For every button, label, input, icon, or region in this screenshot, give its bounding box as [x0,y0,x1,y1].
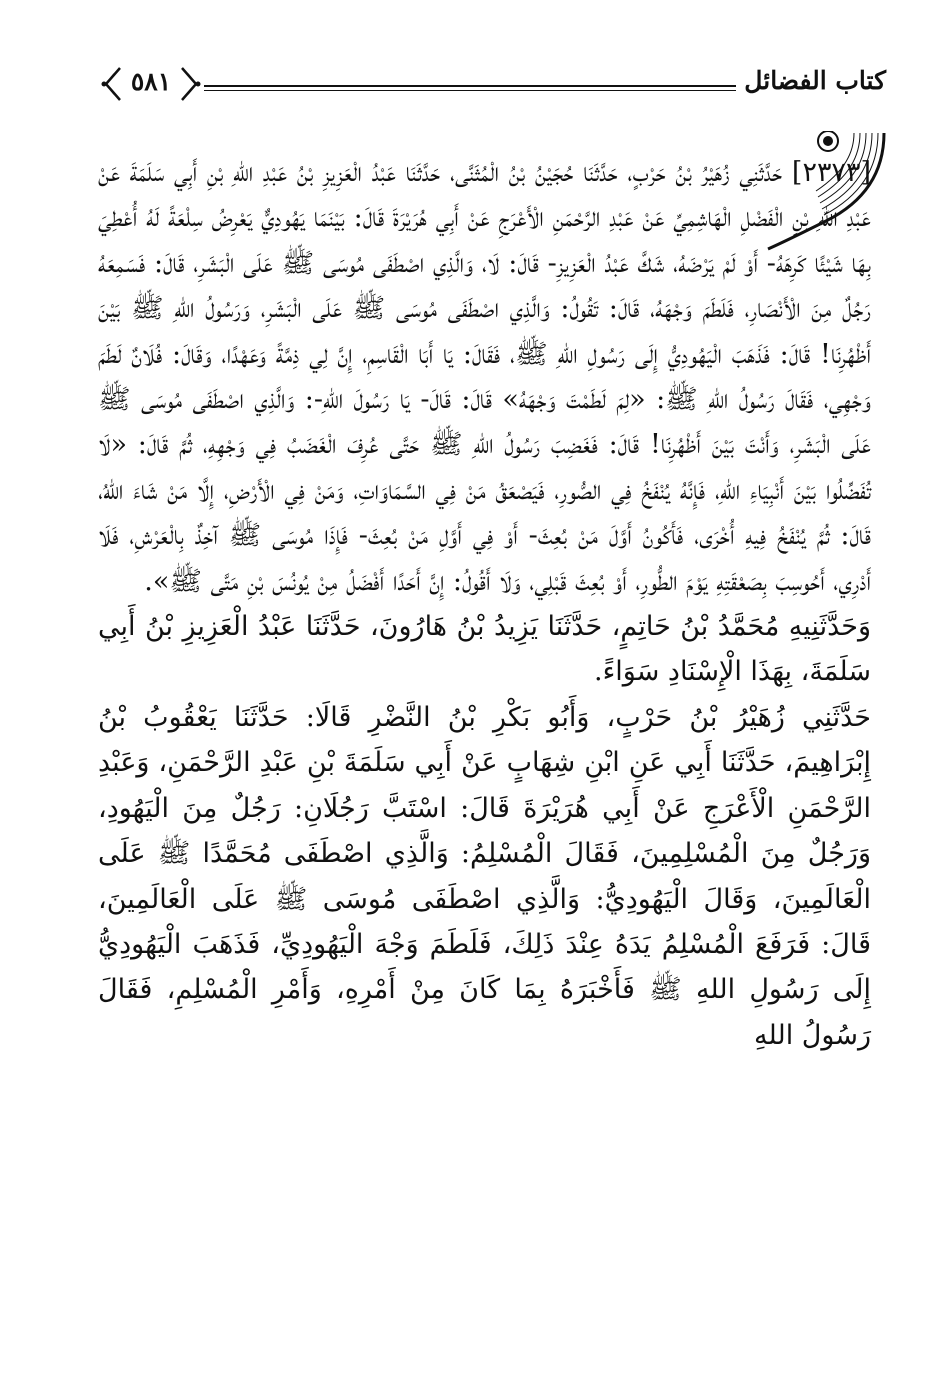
header-rule [204,85,736,91]
page-body [98,150,871,1058]
hadith-paragraph-1: [٢٣٧٣] حَدَّثَنِي زُهَيْرُ بْنُ حَرْبٍ، حَدَّثَنَا حُجَيْنُ بْنُ الْمُثَنَّى، حَدَّثَنَا عَبْدُ الْعَزِيزِ بْنُ عَبْدِ اللهِ بْنِ أَبِي سَلَمَةَ عَنْ عَبْدِ اللهِ بْنِ الْفَضْلِ الْهَاشِمِيِّ عَنْ عَبْدِ الرَّحْمَنِ الْأَعْرَجِ عَنْ أَبِي هُرَيْرَةَ قَالَ: بَيْنَمَا يَهُودِيٌّ يَعْرِضُ سِلْعَةً لَهُ أُعْطِيَ بِهَا شَيْئًا كَرِهَهُ- أَوْ لَمْ يَرْضَهُ، شَكَّ عَبْدُ الْعَزِيزِ- قَالَ: لَا، وَالَّذِي اصْطَفَى مُوسَى ﷺ عَلَى الْبَشَرِ، قَالَ: فَسَمِعَهُ رَجُلٌ مِنَ الْأَنْصَارِ، فَلَطَمَ وَجْهَهُ، قَالَ: تَقُولُ: وَالَّذِي اصْطَفَى مُوسَى ﷺ عَلَى الْبَشَرِ، وَرَسُولُ اللهِ ﷺ بَيْنَ أَظْهُرِنَا! قَالَ: فَذَهَبَ الْيَهُودِيُّ إِلَى رَسُولِ اللهِ ﷺ، فَقَالَ: يَا أَبَا الْقَاسِمِ، إِنَّ لِي ذِمَّةً وَعَهْدًا، وَقَالَ: فُلَانٌ لَطَمَ وَجْهِي، فَقَالَ رَسُولُ اللهِ ﷺ: «لِمَ لَطَمْتَ وَجْهَهُ» قَالَ: قَالَ- يَا رَسُولَ اللهِ-: وَالَّذِي اصْطَفَى مُوسَى ﷺ عَلَى الْبَشَرِ، وَأَنْتَ بَيْنَ أَظْهُرِنَا! قَالَ: فَغَضِبَ رَسُولُ اللهِ ﷺ حَتَّى عُرِفَ الْغَضَبُ فِي وَجْهِهِ، ثُمَّ قَالَ: «لَا تُفَضِّلُوا بَيْنَ أَنْبِيَاءِ اللهِ، فَإِنَّهُ يُنْفَخُ فِي الصُّورِ، فَيَصْعَقُ مَنْ فِي السَّمَاوَاتِ، وَمَنْ فِي الْأَرْضِ، إِلَّا مَنْ شَاءَ اللهُ، قَالَ: ثُمَّ يُنْفَخُ فِيهِ أُخْرَى، فَأَكُونُ أَوَّلَ مَنْ بُعِثَ- أَوْ فِي أَوَّلِ مَنْ بُعِثَ- فَإِذَا مُوسَى ﷺ آخِذٌ بِالْعَرْشِ، فَلَا أَدْرِي، أَحُوسِبَ بِصَعْقَتِهِ يَوْمَ الطُّورِ، أَوْ بُعِثَ قَبْلِي، وَلَا أَقُولُ: إِنَّ أَحَدًا أَفْضَلُ مِنْ يُونُسَ بْنِ مَتَّى ﷺ». [98,157,871,597]
book-title: كتاب الفضائل [744,66,886,95]
page-number-frame [96,58,204,110]
hadith-paragraph-2: وَحَدَّثَنِيهِ مُحَمَّدُ بْنُ حَاتِمٍ، حَدَّثَنَا يَزِيدُ بْنُ هَارُونَ، حَدَّثَنَا عَبْدُ الْعَزِيزِ بْنُ أَبِي سَلَمَةَ، بِهَذَا الْإِسْنَادِ سَوَاءً. [98,611,871,688]
ornament-right-icon [180,64,202,104]
page-number: ٥٨١ [130,67,172,96]
ornament-left-icon [100,64,122,104]
page-header [96,58,886,108]
hadith-paragraph-3: حَدَّثَنِي زُهَيْرُ بْنُ حَرْبٍ، وَأَبُو بَكْرِ بْنُ النَّضْرِ قَالَا: حَدَّثَنَا يَعْقُوبُ بْنُ إِبْرَاهِيمَ، حَدَّثَنَا أَبِي عَنِ ابْنِ شِهَابٍ عَنْ أَبِي سَلَمَةَ بْنِ عَبْدِ الرَّحْمَنِ، وَعَبْدِ الرَّحْمَنِ الْأَعْرَجِ عَنْ أَبِي هُرَيْرَةَ قَالَ: اسْتَبَّ رَجُلَانِ: رَجُلٌ مِنَ الْيَهُودِ، وَرَجُلٌ مِنَ الْمُسْلِمِينَ، فَقَالَ الْمُسْلِمُ: وَالَّذِي اصْطَفَى مُحَمَّدًا ﷺ عَلَى الْعَالَمِينَ، وَقَالَ الْيَهُودِيُّ: وَالَّذِي اصْطَفَى مُوسَى ﷺ عَلَى الْعَالَمِينَ، قَالَ: فَرَفَعَ الْمُسْلِمُ يَدَهُ عِنْدَ ذَلِكَ، فَلَطَمَ وَجْهَ الْيَهُودِيِّ، فَذَهَبَ الْيَهُودِيُّ إِلَى رَسُولِ اللهِ ﷺ فَأَخْبَرَهُ بِمَا كَانَ مِنْ أَمْرِهِ، وَأَمْرِ الْمُسْلِمِ، فَقَالَ رَسُولُ اللهِ [98,701,871,1051]
